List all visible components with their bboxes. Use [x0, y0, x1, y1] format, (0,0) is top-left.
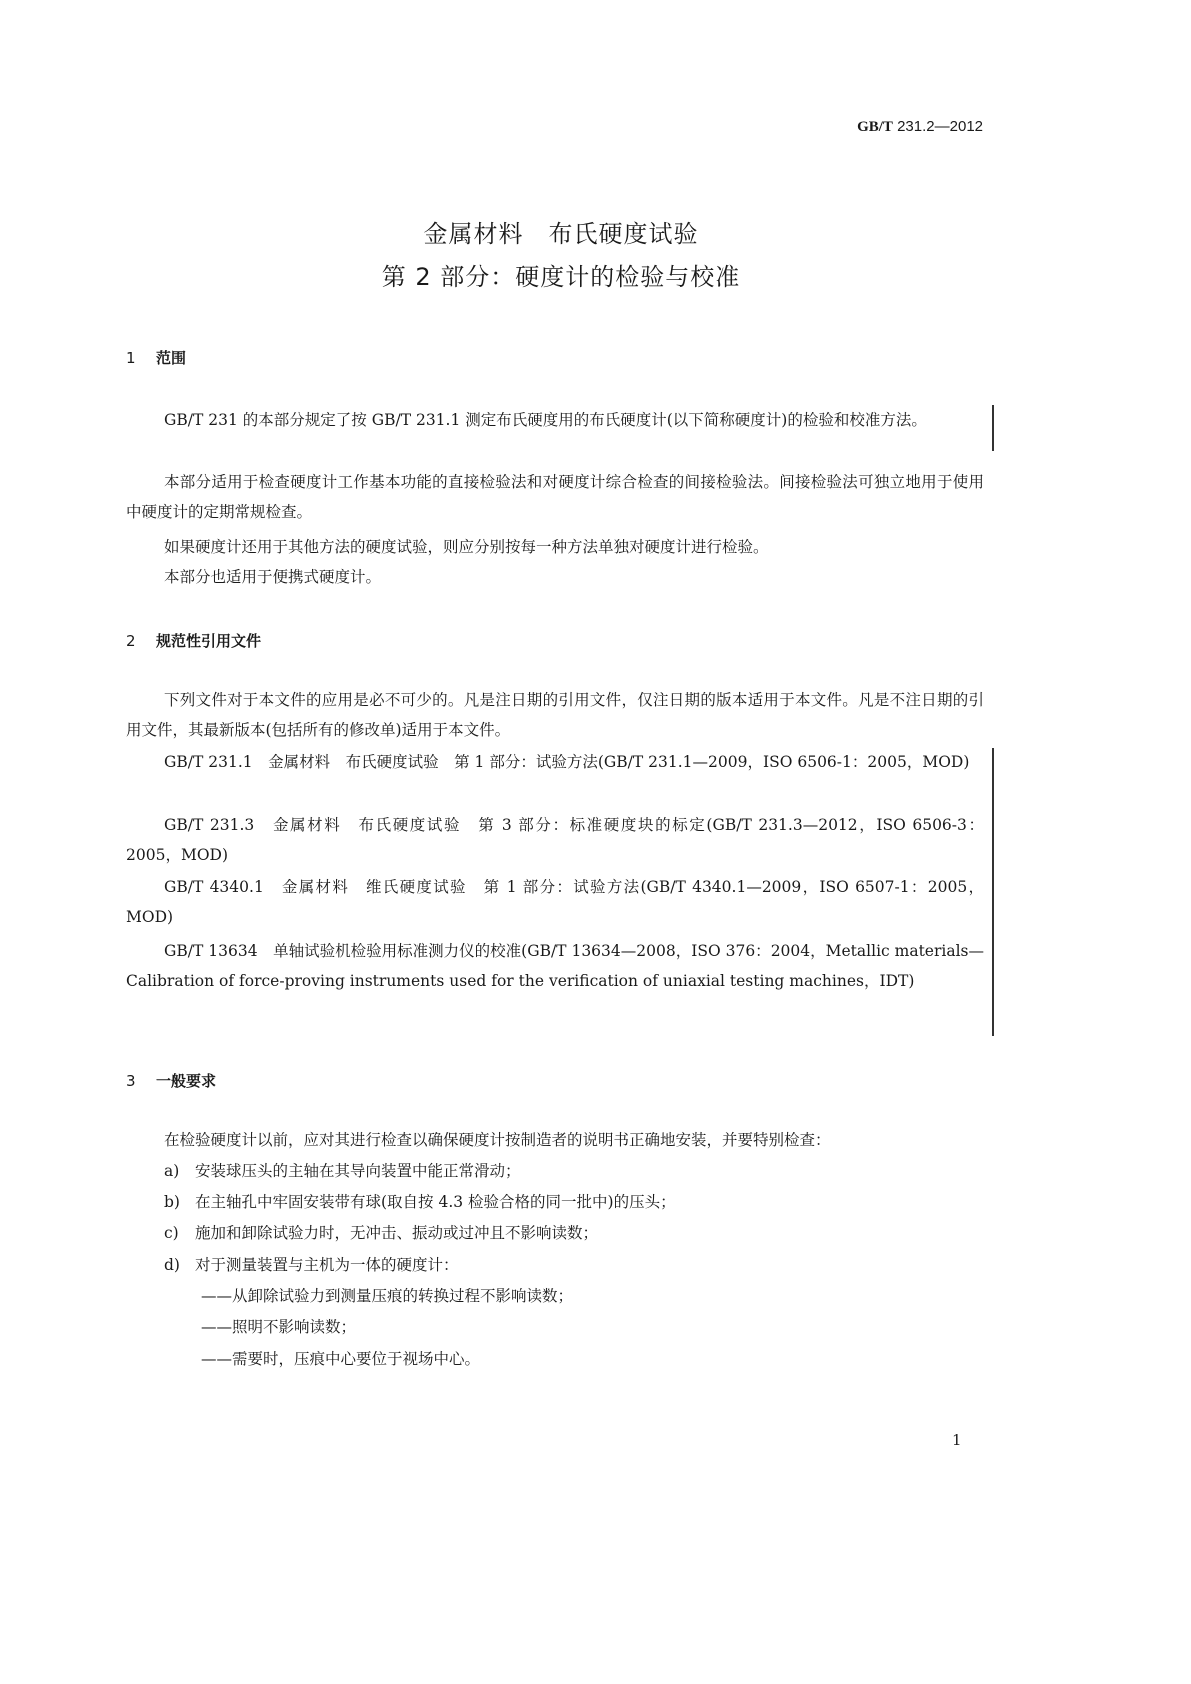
paragraph: 如果硬度计还用于其他方法的硬度试验，则应分别按每一种方法单独对硬度计进行检验。: [164, 538, 769, 556]
paragraph: GB/T 231 的本部分规定了按 GB/T 231.1 测定布氏硬度用的布氏硬度计(以下简称硬度计)的检验和校准方法。: [164, 411, 927, 429]
list-marker: b): [164, 1193, 180, 1211]
dash-item: ——从卸除试验力到测量压痕的转换过程不影响读数；: [201, 1287, 574, 1305]
list-text: 安装球压头的主轴在其导向装置中能正常滑动；: [195, 1162, 521, 1180]
reference-entry: GB/T 231.3 金属材料 布氏硬度试验 第 3 部分：标准硬度块的标定(GB/T 231.3—2012，ISO 6506-3：2005，MOD): [126, 816, 984, 864]
change-bar: [992, 405, 994, 451]
list-text: 对于测量装置与主机为一体的硬度计：: [195, 1256, 459, 1274]
list-marker: c): [164, 1224, 179, 1242]
document-title-line1: 金属材料 布氏硬度试验: [423, 220, 699, 248]
paragraph: 在检验硬度计以前，应对其进行检查以确保硬度计按制造者的说明书正确地安装，并要特别检查：: [164, 1131, 831, 1149]
paragraph: 本部分也适用于便携式硬度计。: [164, 568, 382, 586]
change-bar: [992, 748, 994, 1036]
page-number: 1: [952, 1431, 962, 1449]
list-marker: a): [164, 1162, 180, 1180]
list-item: [164, 1187, 676, 1217]
list-item: [164, 1218, 598, 1248]
list-marker: d): [164, 1256, 180, 1274]
section-title: 范围: [156, 349, 187, 367]
document-title-line2: 第 2 部分：硬度计的检验与校准: [381, 263, 741, 291]
section-title: 规范性引用文件: [156, 632, 262, 650]
dash-item: ——需要时，压痕中心要位于视场中心。: [201, 1350, 481, 1368]
section-title: 一般要求: [156, 1072, 217, 1090]
list-text: 施加和卸除试验力时，无冲击、振动或过冲且不影响读数；: [195, 1224, 599, 1242]
list-item: [164, 1250, 459, 1280]
standard-code-prefix: GB/T: [857, 119, 893, 135]
reference-entry: GB/T 231.1 金属材料 布氏硬度试验 第 1 部分：试验方法(GB/T 231.1—2009，ISO 6506-1：2005，MOD): [164, 753, 970, 771]
section-number: 3: [126, 1072, 136, 1090]
standard-code: [857, 118, 983, 136]
section-number: 1: [126, 349, 136, 367]
reference-entry: GB/T 13634 单轴试验机检验用标准测力仪的校准(GB/T 13634—2008，ISO 376：2004，Metallic materials—Calibration of force-proving instruments used for the verification of uniaxial testing machines，IDT): [126, 942, 984, 990]
dash-item: ——照明不影响读数；: [201, 1318, 357, 1336]
section-2-heading: [126, 630, 261, 651]
section-number: 2: [126, 632, 136, 650]
paragraph: 本部分适用于检查硬度计工作基本功能的直接检验法和对硬度计综合检查的间接检验法。间接检验法可独立地用于使用中硬度计的定期常规检查。: [126, 473, 984, 521]
paragraph: 下列文件对于本文件的应用是必不可少的。凡是注日期的引用文件，仅注日期的版本适用于本文件。凡是不注日期的引用文件，其最新版本(包括所有的修改单)适用于本文件。: [126, 691, 984, 739]
section-3-heading: [126, 1070, 216, 1091]
standard-code-number: 231.2—2012: [897, 118, 983, 135]
list-text: 在主轴孔中牢固安装带有球(取自按 4.3 检验合格的同一批中)的压头；: [195, 1193, 676, 1211]
section-1-heading: [126, 347, 186, 368]
list-item: [164, 1156, 521, 1186]
reference-entry: GB/T 4340.1 金属材料 维氏硬度试验 第 1 部分：试验方法(GB/T 4340.1—2009，ISO 6507-1：2005，MOD): [126, 878, 984, 926]
